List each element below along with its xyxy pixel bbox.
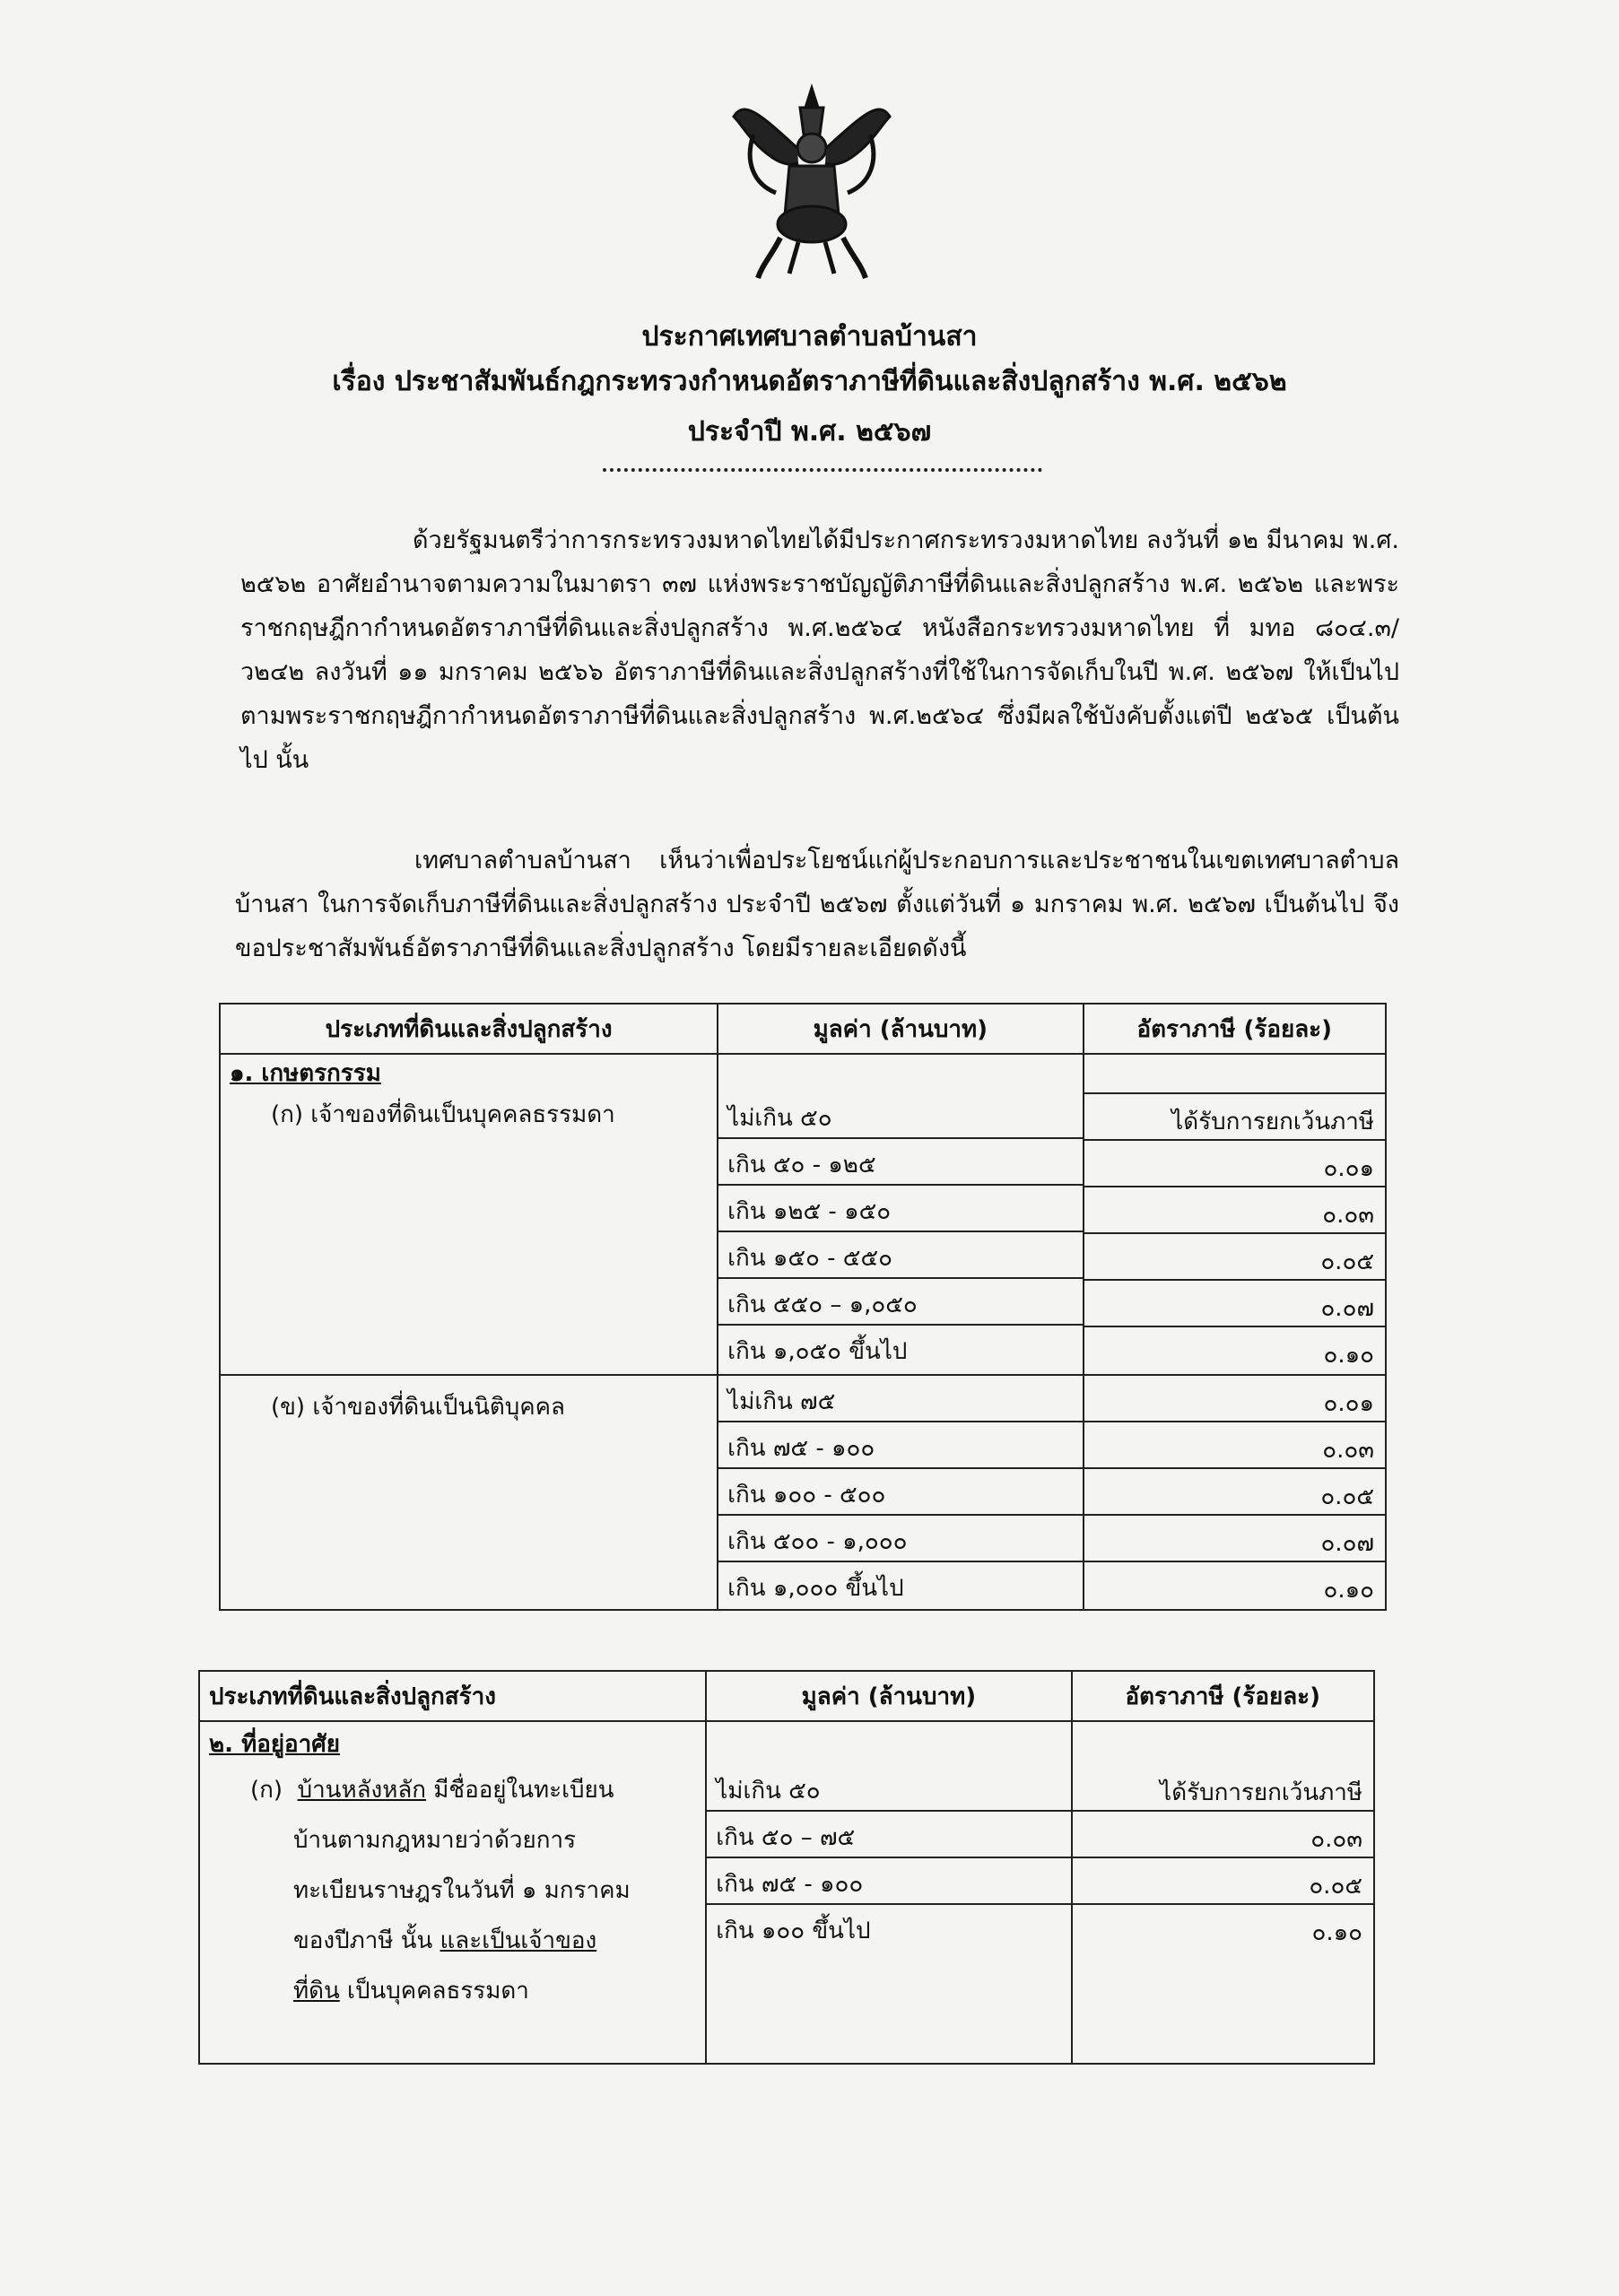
rate-item: ๐.๐๓: [1084, 1187, 1386, 1234]
rate-item: ๐.๐๓: [1084, 1422, 1386, 1469]
announcement-title: ประกาศเทศบาลตำบลบ้านสา: [641, 321, 978, 352]
col-header-value: มูลค่า (ล้านบาท): [706, 1671, 1071, 1721]
category-label: ๒. ที่อยู่อาศัย: [209, 1731, 341, 1758]
group-label: (ก) เจ้าของที่ดินเป็นบุคคลธรรมดา: [271, 1101, 615, 1128]
rate-item: ได้รับการยกเว้นภาษี: [1073, 1765, 1373, 1812]
col-header-value: มูลค่า (ล้านบาท): [718, 1004, 1083, 1054]
rate-item: ๐.๑๐: [1323, 1342, 1374, 1369]
value-item: เกิน ๕๐ - ๑๒๕: [718, 1139, 1082, 1186]
value-cell: [718, 1375, 1083, 1610]
value-item: เกิน ๑,๐๕๐ ขึ้นไป: [727, 1338, 908, 1365]
col-header-type: ประเภทที่ดินและสิ่งปลูกสร้าง: [199, 1671, 706, 1721]
rate-item: ๐.๐๑: [1084, 1376, 1386, 1422]
residential-tax-table: [198, 1670, 1375, 2065]
rate-item: ได้รับการยกเว้นภาษี: [1084, 1094, 1386, 1141]
col-header-rate: อัตราภาษี (ร้อยละ): [1084, 1004, 1387, 1054]
value-item: เกิน ๑๐๐ ขึ้นไป: [716, 1918, 871, 1944]
body-paragraph-1: ด้วยรัฐมนตรีว่าการกระทรวงมหาดไทยได้มีประกาศกระทรวงมหาดไทย ลงวันที่ ๑๒ มีนาคม พ.ศ. ๒๕๖๒ อาศัยอำนาจตามความในมาตรา ๓๗ แห่งพระราชบัญญัติภาษีที่ดินและสิ่งปลูกสร้าง พ.ศ. ๒๕๖๒ และพระราชกฤษฎีกากำหนดอัตราภาษีที่ดินและสิ่งปลูกสร้าง พ.ศ.๒๕๖๔ หนังสือกระทรวงมหาดไทย ที่ มทอ ๘๐๔.๓/ว๒๔๒ ลงวันที่ ๑๑ มกราคม ๒๕๖๖ อัตราภาษีที่ดินและสิ่งปลูกสร้างที่ใช้ในการจัดเก็บในปี พ.ศ. ๒๕๖๗ ให้เป็นไปตามพระราชกฤษฎีกากำหนดอัตราภาษีที่ดินและสิ่งปลูกสร้าง พ.ศ.๒๕๖๔ ซึ่งมีผลใช้บังคับตั้งแต่ปี ๒๕๖๕ เป็นต้นไป นั้น: [240, 526, 1399, 774]
rate-item: ๐.๑๐: [1311, 1919, 1362, 1946]
col-header-rate: อัตราภาษี (ร้อยละ): [1072, 1671, 1374, 1721]
group-text: ของปีภาษี นั้น: [293, 1927, 440, 1954]
group-text: มีชื่ออยู่ในทะเบียน: [426, 1777, 614, 1804]
rate-item: ๐.๐๓: [1073, 1812, 1373, 1858]
rate-item: ๐.๐๕: [1073, 1858, 1373, 1905]
rate-item: ๐.๑๐: [1323, 1577, 1374, 1604]
value-item: เกิน ๗๕ - ๑๐๐: [707, 1858, 1070, 1905]
group-prefix: (ก): [250, 1777, 283, 1804]
value-item: เกิน ๕๐๐ - ๑,๐๐๐: [718, 1516, 1082, 1562]
rate-item: ๐.๐๗: [1084, 1516, 1386, 1562]
rate-cell: [1084, 1375, 1387, 1610]
group-text-line: [200, 1765, 705, 1815]
announcement-subject: เรื่อง ประชาสัมพันธ์กฎกระทรวงกำหนดอัตราภาษีที่ดินและสิ่งปลูกสร้าง พ.ศ. ๒๕๖๒: [332, 366, 1287, 397]
value-item: เกิน ๑๒๕ - ๑๕๐: [718, 1186, 1082, 1232]
rate-item: ๐.๐๕: [1084, 1469, 1386, 1516]
garuda-emblem-icon: [727, 81, 897, 287]
land-label: ที่ดิน: [293, 1978, 340, 2005]
value-item: ไม่เกิน ๗๕: [718, 1376, 1082, 1422]
rate-item: ๐.๐๗: [1084, 1281, 1386, 1327]
value-item: ไม่เกิน ๕๐: [718, 1092, 1082, 1139]
main-house-label: บ้านหลังหลัก: [297, 1777, 427, 1804]
value-item: เกิน ๑๕๐ - ๕๕๐: [718, 1232, 1082, 1279]
announcement-year: ประจำปี พ.ศ. ๒๕๖๗: [687, 416, 932, 448]
group-text-line: [200, 1916, 705, 1966]
col-header-type: ประเภทที่ดินและสิ่งปลูกสร้าง: [220, 1004, 718, 1054]
rate-item: ๐.๐๕: [1084, 1234, 1386, 1281]
category-cell: [199, 1721, 706, 2064]
value-item: เกิน ๕๐ – ๗๕: [707, 1812, 1070, 1858]
rate-cell: [1084, 1054, 1387, 1375]
value-item: เกิน ๑,๐๐๐ ขึ้นไป: [727, 1575, 904, 1602]
value-item: ไม่เกิน ๕๐: [707, 1765, 1070, 1812]
group-label: (ข) เจ้าของที่ดินเป็นนิติบุคคล: [271, 1394, 565, 1421]
group-text-line: บ้านตามกฎหมายว่าด้วยการ: [293, 1827, 577, 1854]
agriculture-tax-table: [219, 1003, 1387, 1611]
value-item: เกิน ๗๕ - ๑๐๐: [718, 1422, 1082, 1469]
value-item: เกิน ๕๕๐ – ๑,๐๕๐: [718, 1279, 1082, 1326]
rate-cell: [1072, 1721, 1374, 2064]
body-paragraph-2: เทศบาลตำบลบ้านสา เห็นว่าเพื่อประโยชน์แก่ผู้ประกอบการและประชาชนในเขตเทศบาลตำบลบ้านสา ในการจัดเก็บภาษีที่ดินและสิ่งปลูกสร้าง ประจำปี ๒๕๖๗ ตั้งแต่วันที่ ๑ มกราคม พ.ศ. ๒๕๖๗ เป็นต้นไป จึงขอประชาสัมพันธ์อัตราภาษีที่ดินและสิ่งปลูกสร้าง โดยมีรายละเอียดดังนี้: [235, 847, 1399, 962]
owner-label: และเป็นเจ้าของ: [440, 1927, 597, 1954]
category-cell: [220, 1375, 718, 1610]
category-cell: [220, 1054, 718, 1375]
group-text-line: [200, 1966, 705, 2016]
group-text-line: ทะเบียนราษฎรในวันที่ ๑ มกราคม: [293, 1877, 631, 1904]
value-cell: [706, 1721, 1071, 2064]
rate-item: ๐.๐๑: [1084, 1141, 1386, 1187]
dotted-divider: [603, 468, 1042, 472]
group-text: เป็นบุคคลธรรมดา: [339, 1978, 529, 2005]
value-item: เกิน ๑๐๐ - ๕๐๐: [718, 1469, 1082, 1516]
value-cell: [718, 1054, 1083, 1375]
category-label: ๑. เกษตรกรรม: [230, 1060, 381, 1087]
